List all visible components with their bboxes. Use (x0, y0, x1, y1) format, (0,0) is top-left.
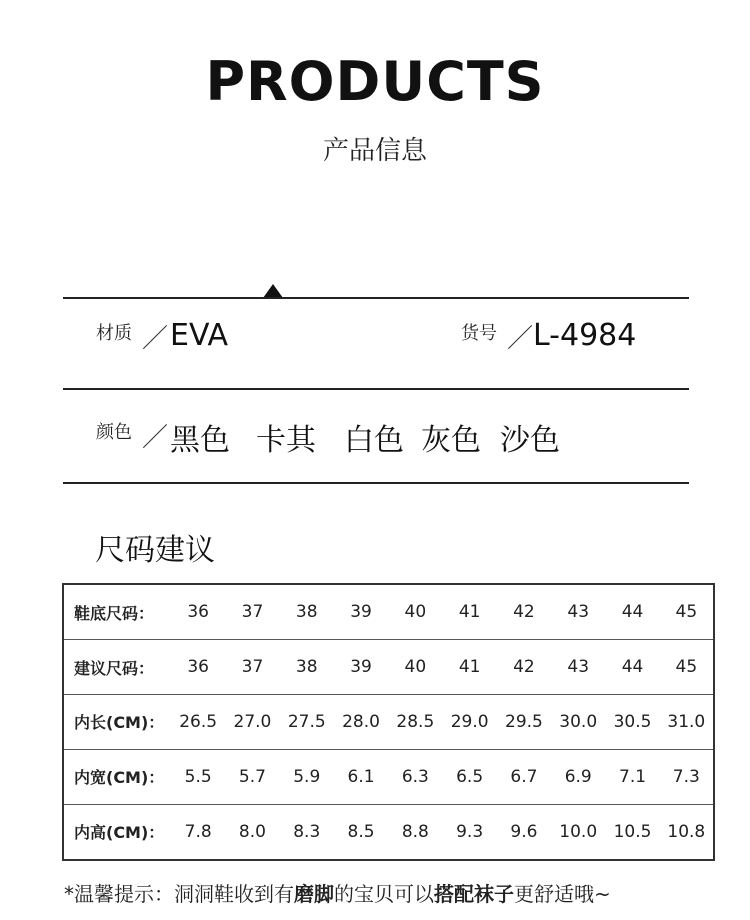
table-cell: 31.0 (660, 695, 714, 750)
color-label: 颜色 (96, 422, 132, 443)
page-subtitle: 产品信息 (322, 136, 427, 166)
table-cell: 45 (660, 640, 714, 695)
table-cell: 37 (241, 602, 264, 623)
tip-text: 的宝贝可以 (334, 882, 434, 906)
table-cell: 40 (388, 640, 442, 695)
table-cell: 6.5 (442, 749, 496, 804)
row-label: 内长(CM)： (63, 695, 171, 750)
table-cell: 10.0 (551, 804, 605, 860)
table-cell: 28.5 (388, 695, 442, 750)
color-option: 黑色 (170, 423, 230, 458)
table-cell: 7.1 (605, 749, 659, 804)
table-cell: 5.7 (225, 749, 279, 804)
table-row (63, 804, 714, 860)
table-cell: 6.9 (551, 749, 605, 804)
tip-text: *温馨提示：洞洞鞋收到有 (64, 882, 294, 906)
table-cell: 38 (280, 640, 334, 695)
table-cell: 5.9 (280, 749, 334, 804)
table-cell: 45 (675, 602, 698, 623)
table-cell: 6.1 (334, 749, 388, 804)
table-cell: 8.5 (334, 804, 388, 860)
slash-separator: ／ (142, 423, 169, 453)
table-cell: 27.5 (280, 695, 334, 750)
table-cell: 5.5 (171, 749, 225, 804)
table-cell: 30.0 (551, 695, 605, 750)
table-cell: 9.6 (497, 804, 551, 860)
table-cell: 7.8 (171, 804, 225, 860)
table-cell: 40 (404, 602, 427, 623)
slash-separator: ／ (507, 324, 534, 354)
table-cell: 43 (551, 640, 605, 695)
table-cell: 37 (225, 640, 279, 695)
row-label: 内高(CM)： (63, 804, 171, 860)
tip-text: 更舒适哦~ (514, 882, 611, 906)
table-cell: 44 (621, 602, 644, 623)
table-cell: 43 (567, 602, 590, 623)
tip-emphasis: 磨脚 (294, 882, 334, 906)
table-cell: 39 (350, 602, 372, 623)
table-cell: 42 (513, 602, 535, 623)
size-section-heading: 尺码建议 (95, 533, 215, 568)
size-table (62, 583, 715, 861)
table-cell: 6.3 (388, 749, 442, 804)
table-row (63, 584, 714, 640)
table-row (63, 749, 714, 804)
table-cell: 9.3 (442, 804, 496, 860)
divider-middle (63, 388, 689, 390)
table-cell: 27.0 (225, 695, 279, 750)
table-cell: 6.7 (497, 749, 551, 804)
tip-note (64, 878, 611, 907)
row-label: 内宽(CM)： (63, 749, 171, 804)
table-cell: 10.5 (605, 804, 659, 860)
divider-bottom (63, 482, 689, 484)
row-label: 鞋底尺码： (74, 603, 155, 623)
triangle-marker-icon (263, 284, 283, 298)
table-cell: 26.5 (171, 695, 225, 750)
table-cell: 41 (458, 602, 481, 623)
table-cell: 36 (171, 640, 225, 695)
page-title: PRODUCTS (205, 50, 545, 113)
row-label: 建议尺码： (63, 640, 171, 695)
table-cell: 10.8 (660, 804, 714, 860)
table-row (63, 695, 714, 750)
table-cell: 28.0 (334, 695, 388, 750)
table-cell: 7.3 (660, 749, 714, 804)
color-option: 灰色 (421, 423, 481, 458)
table-cell: 39 (334, 640, 388, 695)
table-cell: 42 (497, 640, 551, 695)
material-value: EVA (170, 318, 229, 353)
item-number-value: L-4984 (533, 318, 637, 353)
table-row (63, 640, 714, 695)
color-option: 卡其 (256, 423, 316, 458)
color-option: 白色 (344, 423, 404, 458)
table-cell: 30.5 (605, 695, 659, 750)
table-cell: 8.8 (388, 804, 442, 860)
tip-emphasis: 搭配袜子 (434, 882, 514, 906)
divider-top (63, 297, 689, 299)
color-option: 沙色 (500, 423, 560, 458)
table-cell: 44 (605, 640, 659, 695)
table-cell: 36 (187, 602, 209, 623)
item-number-label: 货号 (461, 323, 497, 344)
slash-separator: ／ (142, 324, 169, 354)
table-cell: 29.0 (442, 695, 496, 750)
table-cell: 38 (295, 602, 318, 623)
table-cell: 41 (442, 640, 496, 695)
table-cell: 29.5 (497, 695, 551, 750)
table-cell: 8.3 (280, 804, 334, 860)
table-cell: 8.0 (225, 804, 279, 860)
material-label: 材质 (96, 323, 132, 344)
